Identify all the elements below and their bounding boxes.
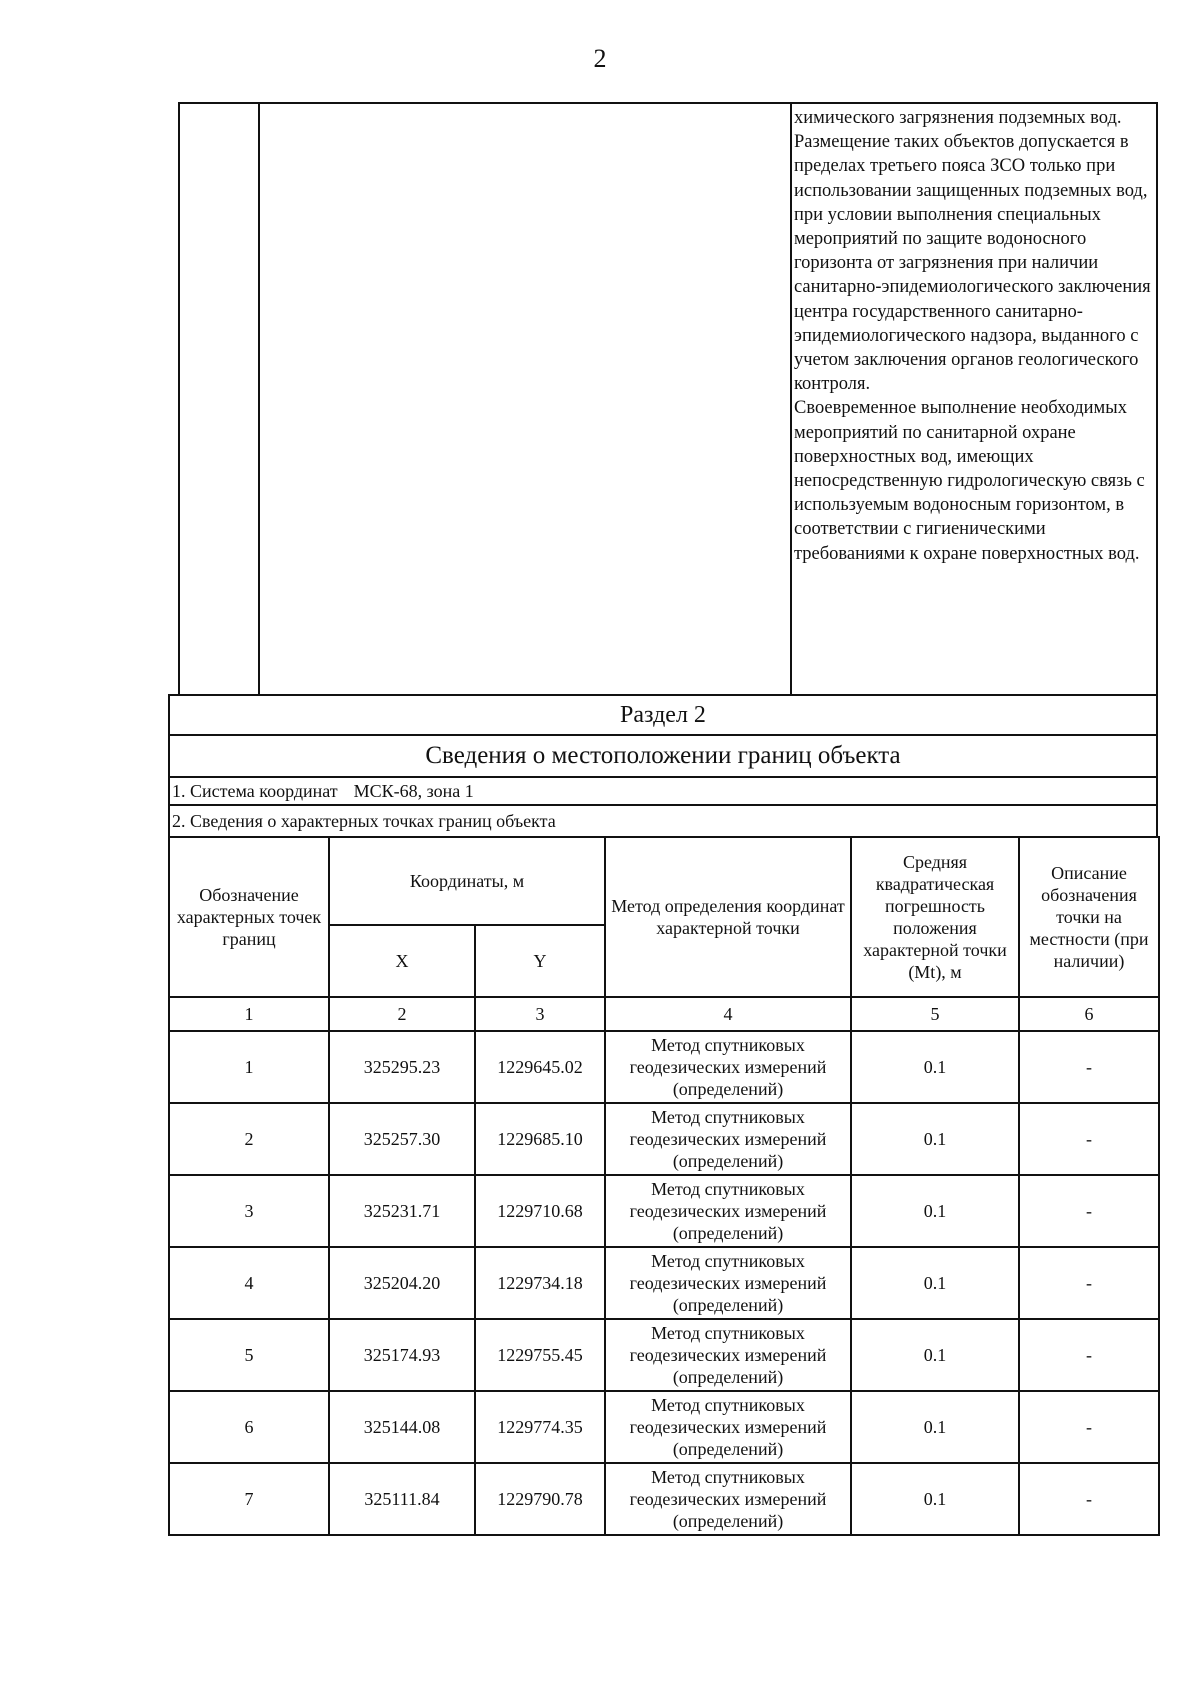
error-cell: 0.1: [851, 1463, 1019, 1535]
page-number: 2: [593, 44, 607, 73]
header-method: Метод определения координат характерной точки: [605, 837, 851, 997]
table-row: [169, 1247, 1159, 1319]
column-number: 1: [169, 997, 329, 1031]
table-row: [169, 1175, 1159, 1247]
column-number: 2: [329, 997, 475, 1031]
column-number: 3: [475, 997, 605, 1031]
method-cell: Метод спутниковых геодезических измерений (определений): [605, 1175, 851, 1247]
x-cell: 325295.23: [329, 1031, 475, 1103]
header-coords: Координаты, м: [329, 837, 605, 925]
point-cell: 5: [169, 1319, 329, 1391]
y-cell: 1229710.68: [475, 1175, 605, 1247]
error-cell: 0.1: [851, 1031, 1019, 1103]
coordinate-system-label: 1. Система координат: [172, 781, 338, 801]
point-cell: 4: [169, 1247, 329, 1319]
text-paragraph: Размещение таких объектов допускается в пределах третьего пояса ЗСО только при использовании защищенных подземных вод, при условии выполнения специальных мероприятий по защите водоносного горизонта от загрязнения при наличии санитарно-эпидемиологического заключения центра государственного санитарно-эпидемиологического надзора, выданного с учетом заключения органов геологического контроля.: [794, 132, 1151, 395]
description-cell: -: [1019, 1247, 1159, 1319]
continuation-text: [794, 106, 1156, 566]
description-cell: -: [1019, 1319, 1159, 1391]
error-cell: 0.1: [851, 1247, 1019, 1319]
text-paragraph: Своевременное выполнение необходимых мероприятий по санитарной охране поверхностных вод, имеющих непосредственную гидрологическую связь с используемым водоносным горизонтом, в соответствии с гигиеническими требованиями к охране поверхностных вод.: [794, 398, 1145, 564]
text-paragraph: химического загрязнения подземных вод.: [794, 108, 1122, 128]
x-cell: 325174.93: [329, 1319, 475, 1391]
column-number: 5: [851, 997, 1019, 1031]
x-cell: 325111.84: [329, 1463, 475, 1535]
column-number-row: [169, 997, 1159, 1031]
method-cell: Метод спутниковых геодезических измерений (определений): [605, 1247, 851, 1319]
method-cell: Метод спутниковых геодезических измерений (определений): [605, 1031, 851, 1103]
x-cell: 325204.20: [329, 1247, 475, 1319]
column-divider: [790, 104, 792, 694]
coordinate-system-value: МСК-68, зона 1: [353, 781, 474, 801]
header-y: Y: [475, 925, 605, 997]
method-cell: Метод спутниковых геодезических измерений (определений): [605, 1319, 851, 1391]
point-cell: 3: [169, 1175, 329, 1247]
point-cell: 1: [169, 1031, 329, 1103]
error-cell: 0.1: [851, 1319, 1019, 1391]
method-cell: Метод спутниковых геодезических измерений (определений): [605, 1391, 851, 1463]
continuation-table: [178, 102, 1158, 694]
header-point: Обозначение характерных точек границ: [169, 837, 329, 997]
section-title: Сведения о местоположении границ объекта: [168, 734, 1158, 776]
coordinate-system-row: [168, 776, 1158, 804]
description-cell: -: [1019, 1391, 1159, 1463]
points-table: [168, 836, 1160, 1536]
point-cell: 2: [169, 1103, 329, 1175]
header-x: X: [329, 925, 475, 997]
y-cell: 1229645.02: [475, 1031, 605, 1103]
error-cell: 0.1: [851, 1103, 1019, 1175]
header-error: Средняя квадратическая погрешность положения характерной точки (Mt), м: [851, 837, 1019, 997]
y-cell: 1229790.78: [475, 1463, 605, 1535]
description-cell: -: [1019, 1103, 1159, 1175]
table-row: [169, 1319, 1159, 1391]
column-number: 4: [605, 997, 851, 1031]
table-row: [169, 1031, 1159, 1103]
point-cell: 7: [169, 1463, 329, 1535]
point-cell: 6: [169, 1391, 329, 1463]
description-cell: -: [1019, 1031, 1159, 1103]
header-description: Описание обозначения точки на местности (при наличии): [1019, 837, 1159, 997]
points-heading: 2. Сведения о характерных точках границ объекта: [168, 804, 1158, 836]
column-divider: [258, 104, 260, 694]
y-cell: 1229685.10: [475, 1103, 605, 1175]
x-cell: 325257.30: [329, 1103, 475, 1175]
error-cell: 0.1: [851, 1175, 1019, 1247]
section-number: Раздел 2: [168, 694, 1158, 734]
x-cell: 325144.08: [329, 1391, 475, 1463]
description-cell: -: [1019, 1175, 1159, 1247]
column-number: 6: [1019, 997, 1159, 1031]
method-cell: Метод спутниковых геодезических измерений (определений): [605, 1103, 851, 1175]
x-cell: 325231.71: [329, 1175, 475, 1247]
y-cell: 1229755.45: [475, 1319, 605, 1391]
y-cell: 1229734.18: [475, 1247, 605, 1319]
method-cell: Метод спутниковых геодезических измерений (определений): [605, 1463, 851, 1535]
y-cell: 1229774.35: [475, 1391, 605, 1463]
table-row: [169, 1103, 1159, 1175]
section-2: [168, 694, 1158, 1536]
error-cell: 0.1: [851, 1391, 1019, 1463]
table-row: [169, 1391, 1159, 1463]
table-row: [169, 1463, 1159, 1535]
description-cell: -: [1019, 1463, 1159, 1535]
